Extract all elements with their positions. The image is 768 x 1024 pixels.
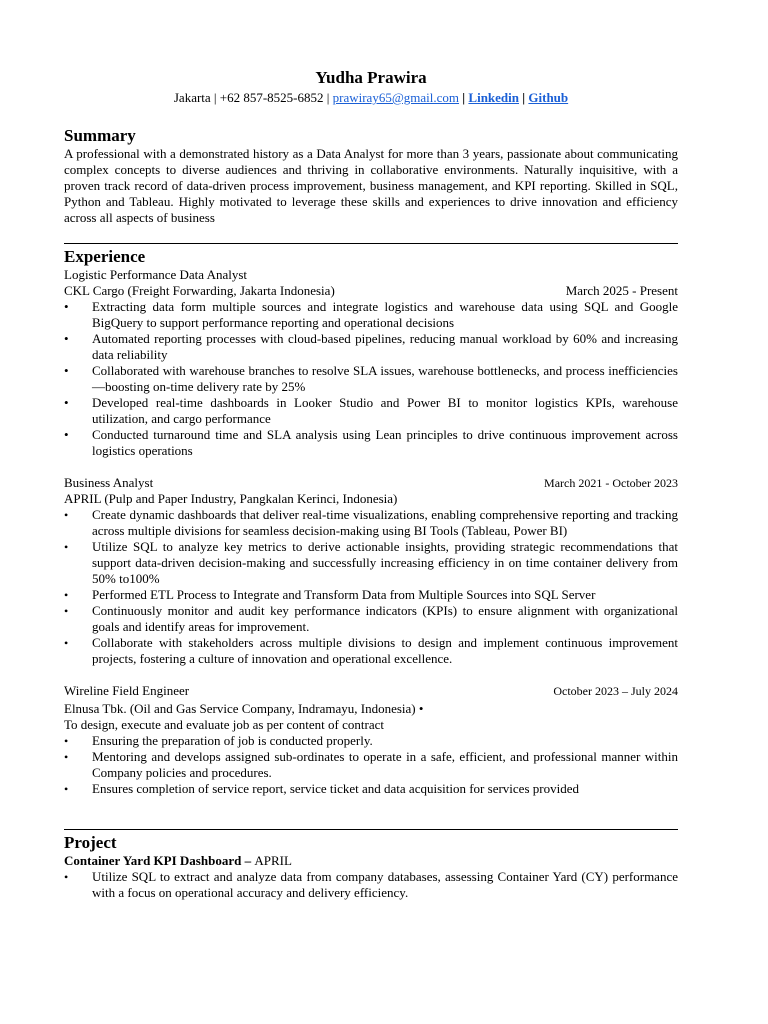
section-divider (64, 243, 678, 244)
candidate-name: Yudha Prawira (315, 68, 427, 87)
list-item: • Performed ETL Process to Integrate and Transform Data from Multiple Sources into SQL Server (64, 587, 596, 602)
bullet-icon: • (64, 734, 69, 748)
job-company: APRIL (Pulp and Paper Industry, Pangkalan Kerinci, Indonesia) (64, 491, 398, 506)
project-bullet-list (64, 869, 678, 901)
bullet-icon: • (64, 363, 69, 378)
job-role-row (64, 475, 678, 491)
summary-text: A professional with a demonstrated history as a Data Analyst for more than 3 years, passionate about communicating complex concepts to diverse audiences and thriving in collaborative environments. Naturally inquisitive, with a proven track record of data-driven process improvement, business management, and KPI reporting. Skilled in SQL, Python and Tableau. Highly motivated to leverage these skills and experiences to drive innovation and efficiency across all aspects of business (64, 146, 678, 225)
list-item: • Conducted turnaround time and SLA analysis using Lean principles to drive continuous improvement across logistics operations (64, 427, 678, 458)
summary-heading: Summary (64, 126, 136, 145)
list-item: • Developed real-time dashboards in Looker Studio and Power BI to monitor logistics KPIs, warehouse utilization, and cargo performance (64, 395, 678, 426)
bullet-icon: • (64, 782, 69, 796)
job-company: Elnusa Tbk. (Oil and Gas Service Company, Indramayu, Indonesia) • (64, 701, 424, 716)
job-entry (64, 683, 678, 797)
job-entry (64, 267, 678, 459)
bullet-icon: • (64, 604, 69, 618)
resume-content (64, 68, 678, 901)
project-title-line (64, 853, 678, 869)
bullet-icon: • (64, 750, 69, 764)
project-name: Container Yard KPI Dashboard (64, 853, 242, 868)
job-dates: March 2025 - Present (565, 283, 678, 298)
project-org: APRIL (254, 853, 292, 868)
list-item: • Continuously monitor and audit key performance indicators (KPIs) to ensure alignment with organizational goals and identify areas for improvement. (64, 603, 678, 634)
email-link[interactable]: prawiray65@gmail.com (332, 90, 460, 105)
list-item: • Utilize SQL to extract and analyze data from company databases, assessing Container Yard (CY) performance with a focus on operational accuracy and delivery efficiency. (64, 869, 678, 900)
contact-line (64, 90, 678, 106)
job-company-row (64, 283, 678, 299)
list-item: • Ensures completion of service report, service ticket and data acquisition for services provided (64, 781, 579, 796)
bullet-icon: • (64, 299, 69, 314)
github-link[interactable]: Github (528, 90, 569, 105)
job-role: Business Analyst (64, 475, 154, 490)
job-bullet-list (64, 733, 678, 797)
job-entry (64, 475, 678, 667)
contact-separator: | (462, 90, 466, 105)
job-role-row (64, 683, 678, 699)
list-item: • Create dynamic dashboards that deliver real-time visualizations, enabling comprehensive reporting and tracking across multiple divisions for seamless decision-making using BI Tools (Tableau, Power BI) (64, 507, 678, 538)
bullet-icon: • (64, 508, 69, 522)
list-item: • Collaborate with stakeholders across multiple divisions to design and implement continuous improvement projects, fostering a culture of innovation and operational excellence. (64, 635, 678, 666)
job-company: CKL Cargo (Freight Forwarding, Jakarta Indonesia) (64, 283, 335, 298)
list-item: • Automated reporting processes with cloud-based pipelines, reducing manual workload by 60% and increasing data reliability (64, 331, 678, 362)
job-dates: March 2021 - October 2023 (544, 476, 678, 490)
job-role: Wireline Field Engineer (64, 683, 190, 698)
linkedin-link[interactable]: Linkedin (468, 90, 520, 105)
bullet-icon: • (64, 540, 69, 554)
job-bullet-list (64, 507, 678, 667)
bullet-icon: • (64, 395, 69, 410)
list-item: • Collaborated with warehouse branches to resolve SLA issues, warehouse bottlenecks, and process inefficiencies—boosting on-time delivery rate by 25% (64, 363, 678, 394)
section-divider (64, 829, 678, 830)
contact-prefix: Jakarta | +62 857-8525-6852 | (173, 90, 330, 105)
project-dash: – (241, 853, 255, 868)
list-item: • Utilize SQL to analyze key metrics to derive actionable insights, providing strategic recommendations that support data-driven decision-making and successfully increasing efficiency in on time container delivery from 50% to100% (64, 539, 678, 586)
job-role: Logistic Performance Data Analyst (64, 267, 248, 282)
list-item: • Ensuring the preparation of job is conducted properly. (64, 733, 373, 748)
job-bullet-list (64, 299, 678, 459)
job-description: To design, execute and evaluate job as per content of contract (64, 717, 384, 732)
bullet-icon: • (64, 427, 69, 442)
contact-separator: | (522, 90, 526, 105)
bullet-icon: • (64, 636, 69, 650)
bullet-icon: • (64, 588, 69, 602)
list-item: • Extracting data form multiple sources and integrate logistics and warehouse data using SQL and Google BigQuery to support performance reporting and operational decisions (64, 299, 678, 330)
job-dates: October 2023 – July 2024 (553, 684, 678, 698)
bullet-icon: • (64, 331, 69, 346)
experience-heading: Experience (64, 247, 146, 266)
bullet-icon: • (64, 870, 69, 884)
project-heading: Project (64, 833, 117, 852)
list-item: • Mentoring and develops assigned sub-ordinates to operate in a safe, efficient, and professional manner within Company policies and procedures. (64, 749, 678, 780)
